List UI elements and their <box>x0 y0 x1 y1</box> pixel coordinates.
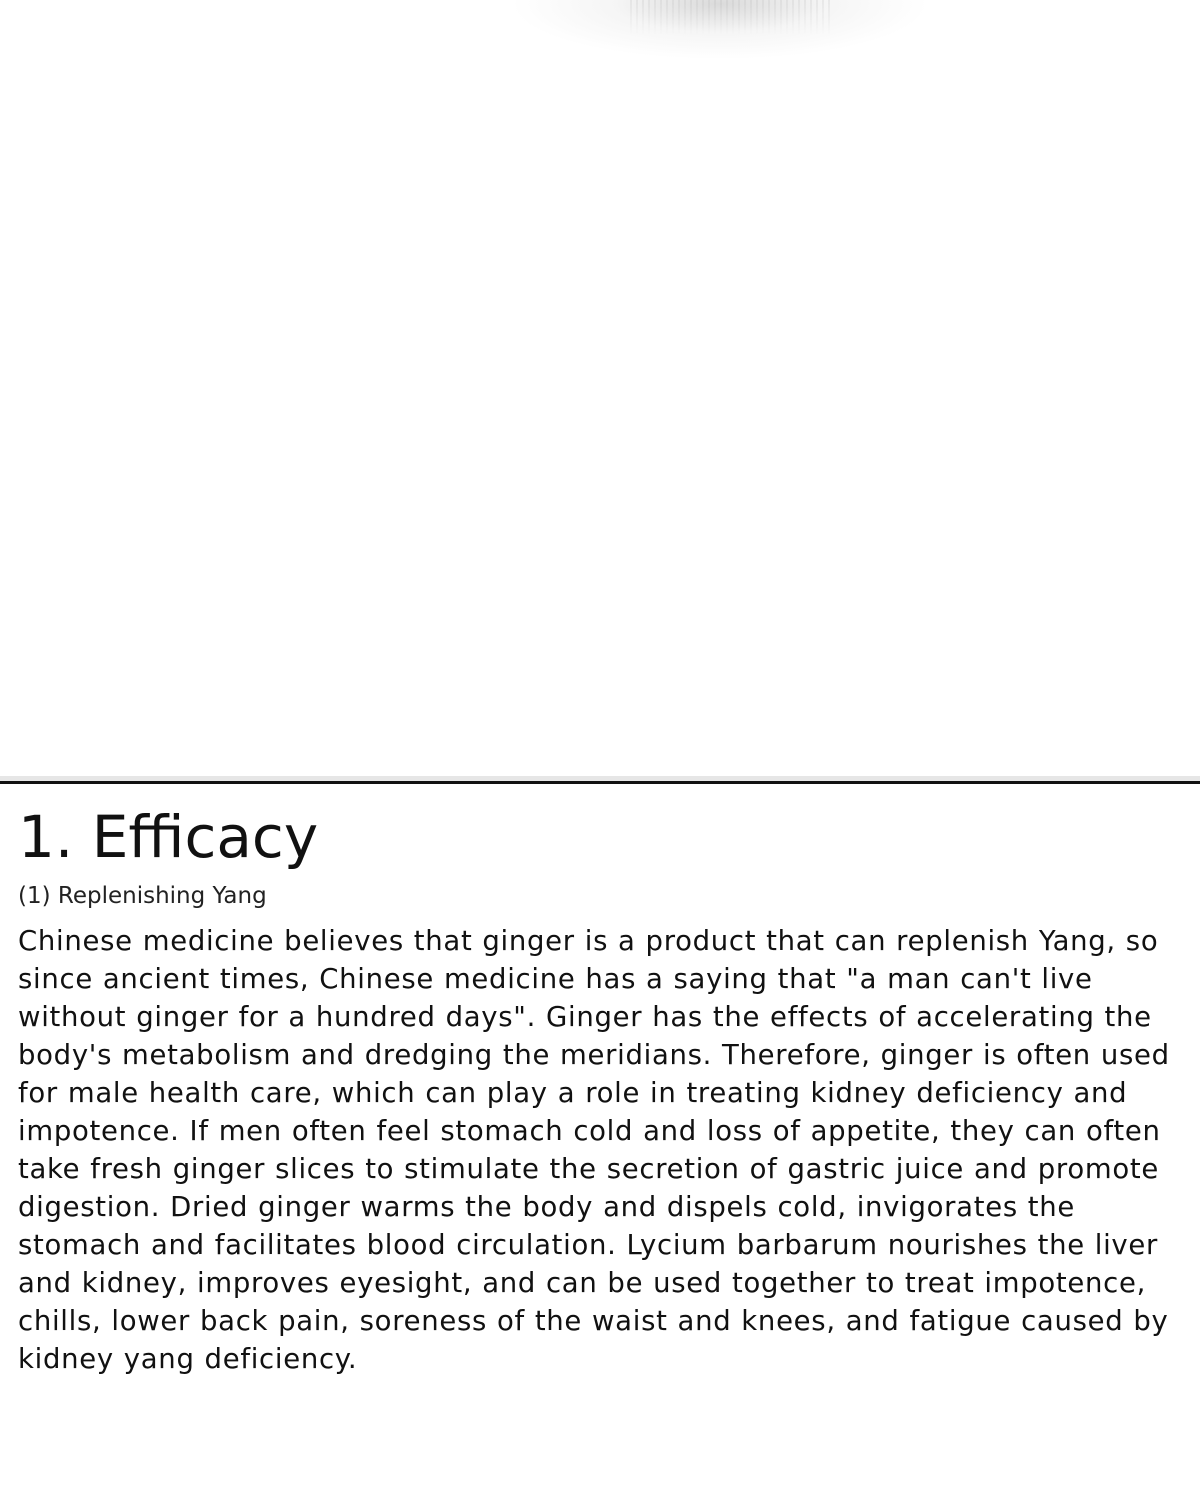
faded-illustration <box>510 0 930 60</box>
body-paragraph: Chinese medicine believes that ginger is a product that can replenish Yang, so since ancient times, Chinese medicine has a saying that "a man can't live without ginger for a hundred days". Ginger has the effects of accelerating the body's metabolism and dredging the meridians. Therefore, ginger is often used for male health care, which can play a role in treating kidney deficiency and impotence. If men often feel stomach cold and loss of appetite, they can often take fresh ginger slices to stimulate the secretion of gastric juice and promote digestion. Dried ginger warms the body and dispels cold, invigorates the stomach and facilitates blood circulation. Lycium barbarum nourishes the liver and kidney, improves eyesight, and can be used together to treat impotence, chills, lower back pain, soreness of the waist and knees, and fatigue caused by kidney yang deficiency. <box>18 925 1170 1375</box>
subsection-heading: (1) Replenishing Yang <box>18 883 267 909</box>
section-heading: 1. Efficacy <box>18 803 319 871</box>
article-section <box>18 796 1188 1378</box>
section-divider <box>0 781 1200 784</box>
